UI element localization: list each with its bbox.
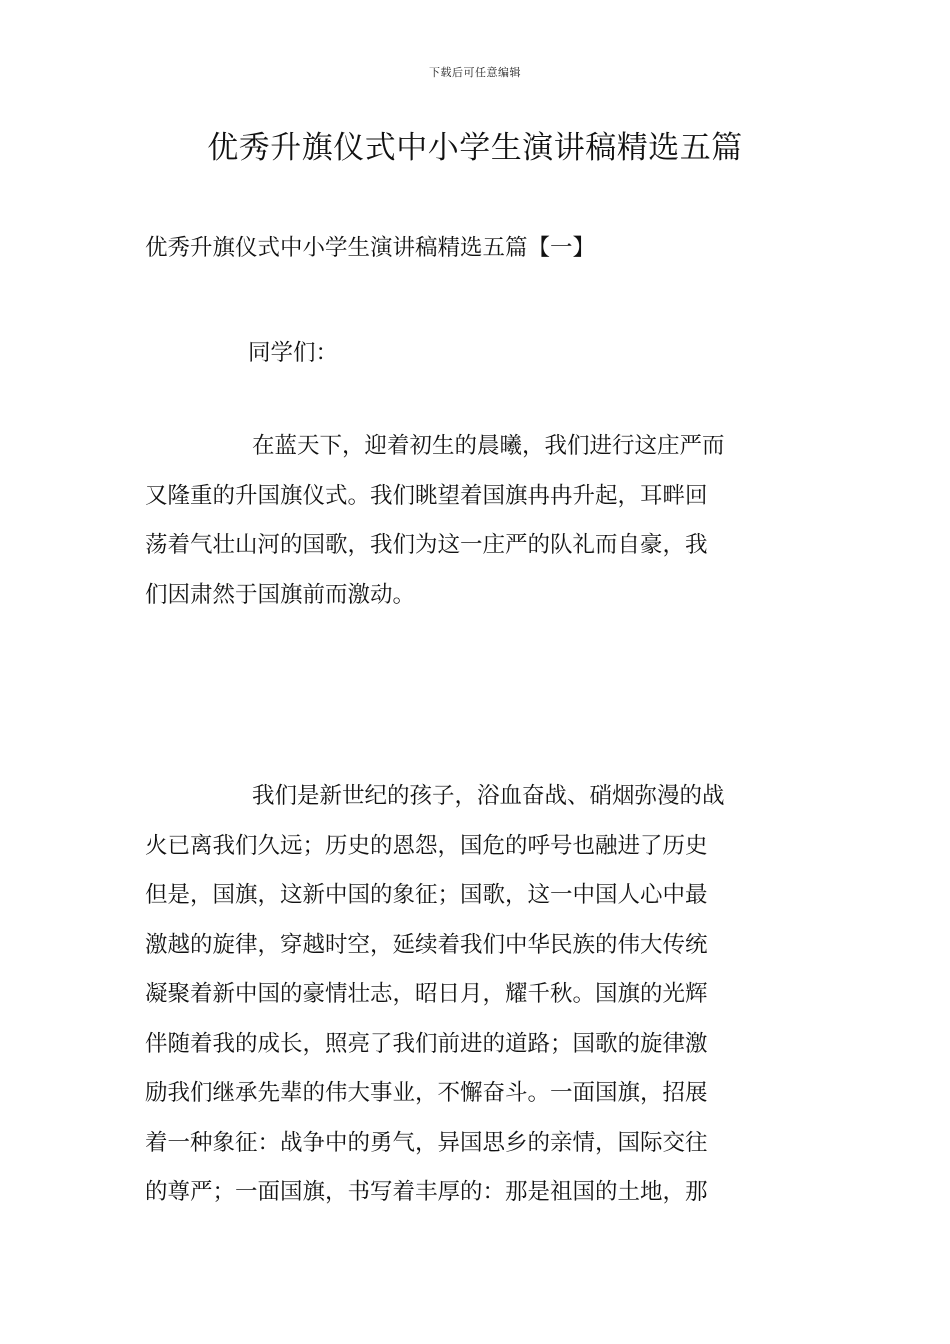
header-note: 下载后可任意编辑: [429, 66, 521, 79]
paragraph-line: 们因肃然于国旗前而激动。: [145, 581, 416, 608]
paragraph-line: 激越的旋律，穿越时空，延续着我们中华民族的伟大传统: [145, 931, 708, 958]
document-title: 优秀升旗仪式中小学生演讲稿精选五篇: [207, 130, 743, 166]
section-heading: 优秀升旗仪式中小学生演讲稿精选五篇【一】: [145, 235, 596, 261]
paragraph-line: 伴随着我的成长，照亮了我们前进的道路；国歌的旋律激: [145, 1030, 708, 1057]
paragraph-2: [145, 772, 810, 1218]
paragraph-line: 凝聚着新中国的豪情壮志，昭日月，耀千秋。国旗的光辉: [145, 981, 708, 1007]
paragraph-line: 的尊严；一面国旗，书写着丰厚的：那是祖国的土地，那: [145, 1179, 708, 1205]
paragraph-line: 着一种象征：战争中的勇气，异国思乡的亲情，国际交往: [145, 1129, 708, 1156]
salutation: 同学们：: [248, 340, 339, 366]
paragraph-line: 我们是新世纪的孩子，浴血奋战、硝烟弥漫的战: [252, 783, 725, 809]
paragraph-line: 但是，国旗，这新中国的象征；国歌，这一中国人心中最: [145, 882, 708, 908]
paragraph-line: 在蓝天下，迎着初生的晨曦，我们进行这庄严而: [252, 433, 725, 459]
paragraph-1: [145, 422, 810, 620]
paragraph-line: 火已离我们久远；历史的恩怨，国危的呼号也融进了历史: [145, 832, 708, 859]
paragraph-line: 励我们继承先辈的伟大事业，不懈奋斗。一面国旗，招展: [145, 1080, 708, 1106]
paragraph-line: 又隆重的升国旗仪式。我们眺望着国旗冉冉升起，耳畔回: [145, 482, 708, 509]
paragraph-line: 荡着气壮山河的国歌，我们为这一庄严的队礼而自豪，我: [145, 532, 708, 558]
